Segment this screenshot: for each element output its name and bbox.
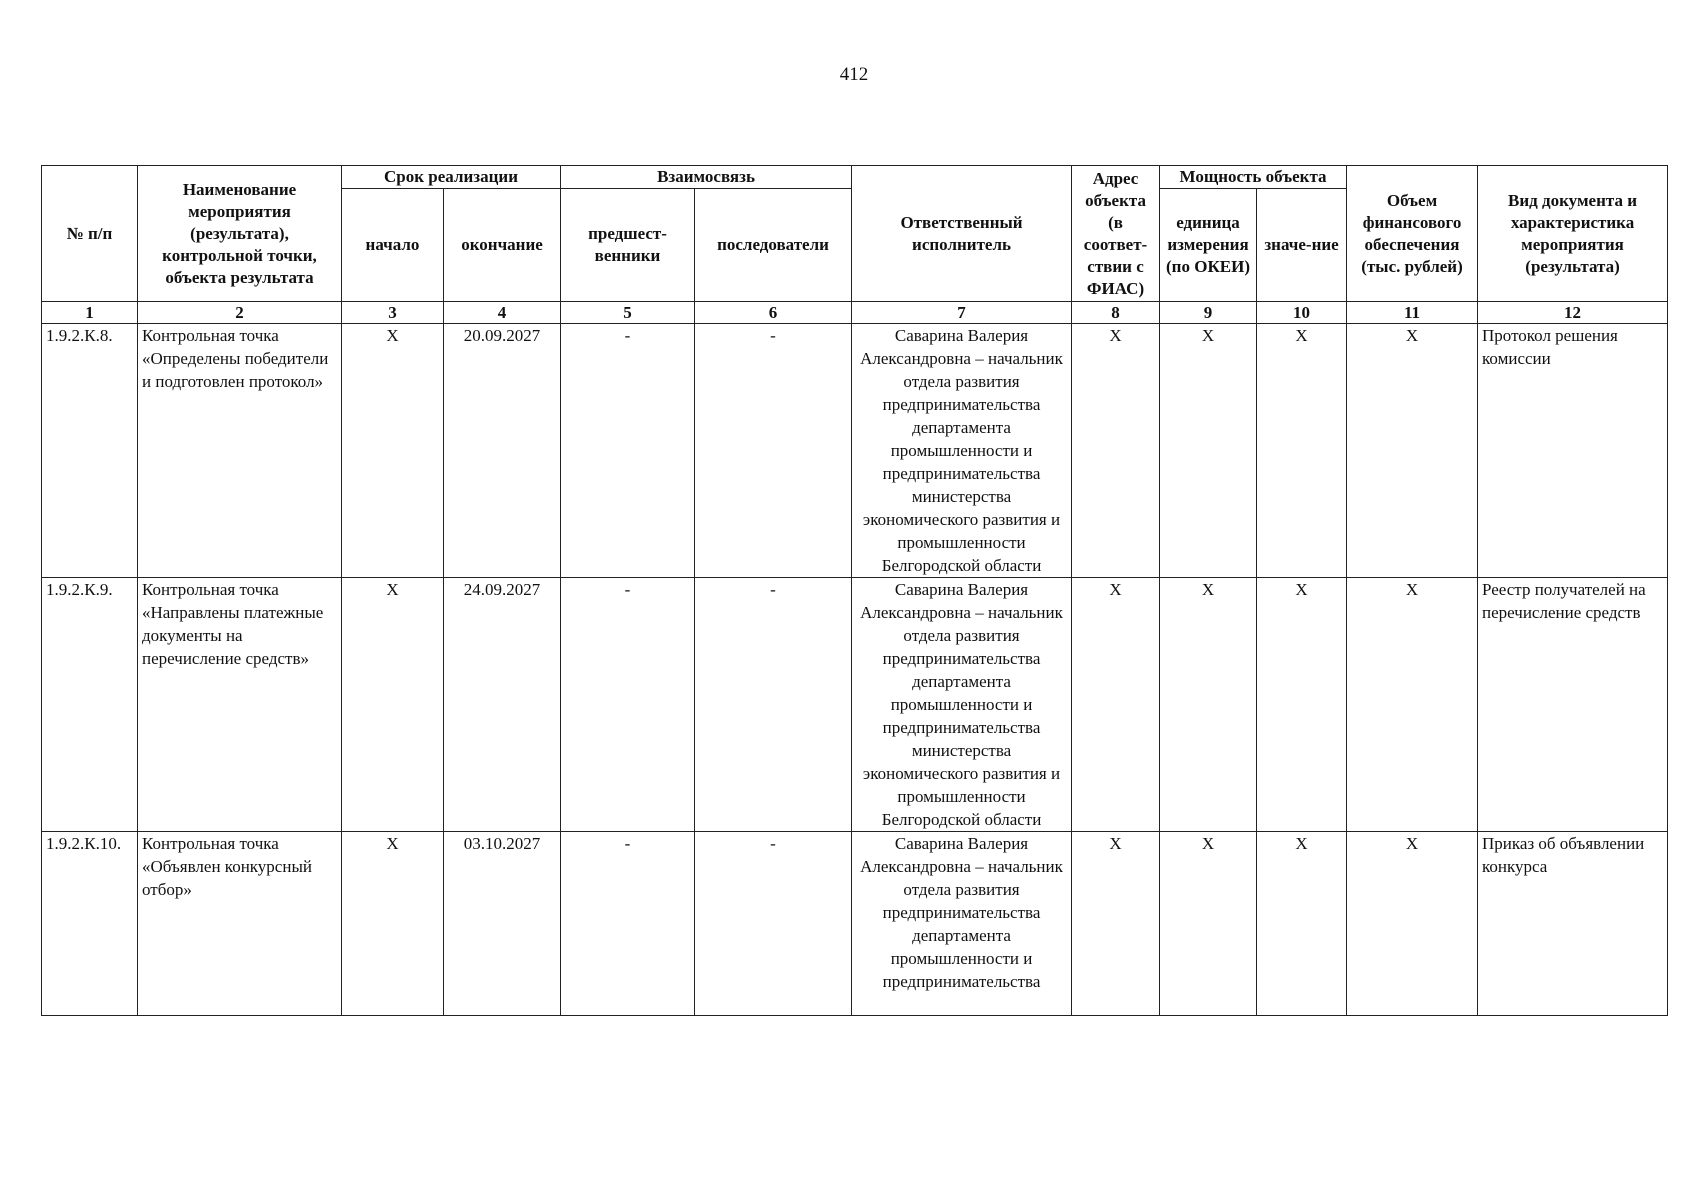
- column-number: 6: [695, 302, 852, 324]
- cell-document: Приказ об объявлении конкурса: [1478, 832, 1668, 1016]
- column-number: 3: [342, 302, 444, 324]
- header-end: окончание: [444, 189, 561, 302]
- cell-predecessors: -: [561, 324, 695, 578]
- table-row: [42, 832, 1668, 1016]
- column-number: 1: [42, 302, 138, 324]
- header-successors: последователи: [695, 189, 852, 302]
- cell-address: X: [1072, 832, 1160, 1016]
- cell-document: Реестр получателей на перечисление средств: [1478, 578, 1668, 832]
- cell-value: X: [1257, 832, 1347, 1016]
- cell-responsible: Саварина Валерия Александровна – начальник отдела развития предпринимательства департамента промышленности и предпринимательства министерства экономического развития и промышленности Белгородской области: [852, 324, 1072, 578]
- cell-no: 1.9.2.К.10.: [42, 832, 138, 1016]
- table-row: [42, 324, 1668, 578]
- cell-no: 1.9.2.К.9.: [42, 578, 138, 832]
- cell-start: X: [342, 324, 444, 578]
- header-address: Адрес объекта (в соответ-ствии с ФИАС): [1072, 166, 1160, 302]
- column-number: 2: [138, 302, 342, 324]
- column-number: 9: [1160, 302, 1257, 324]
- cell-finance: X: [1347, 324, 1478, 578]
- cell-document: Протокол решения комиссии: [1478, 324, 1668, 578]
- cell-start: X: [342, 832, 444, 1016]
- cell-predecessors: -: [561, 578, 695, 832]
- cell-responsible: Саварина Валерия Александровна – начальник отдела развития предпринимательства департамента промышленности и предпринимательства министерства экономического развития и промышленности Белгородской области: [852, 578, 1072, 832]
- column-number: 10: [1257, 302, 1347, 324]
- cell-predecessors: -: [561, 832, 695, 1016]
- cell-name: Контрольная точка «Объявлен конкурсный отбор»: [138, 832, 342, 1016]
- cell-name: Контрольная точка «Определены победители и подготовлен протокол»: [138, 324, 342, 578]
- table-row: [42, 578, 1668, 832]
- column-number: 4: [444, 302, 561, 324]
- column-number: 7: [852, 302, 1072, 324]
- cell-end: 20.09.2027: [444, 324, 561, 578]
- cell-name: Контрольная точка «Направлены платежные документы на перечисление средств»: [138, 578, 342, 832]
- header-no: № п/п: [42, 166, 138, 302]
- cell-address: X: [1072, 578, 1160, 832]
- cell-value: X: [1257, 578, 1347, 832]
- cell-successors: -: [695, 832, 852, 1016]
- cell-successors: -: [695, 324, 852, 578]
- cell-address: X: [1072, 324, 1160, 578]
- header-finance: Объем финансового обеспечения (тыс. рублей): [1347, 166, 1478, 302]
- cell-unit: X: [1160, 578, 1257, 832]
- cell-successors: -: [695, 578, 852, 832]
- header-document: Вид документа и характеристика мероприятия (результата): [1478, 166, 1668, 302]
- header-start: начало: [342, 189, 444, 302]
- cell-finance: X: [1347, 578, 1478, 832]
- cell-end: 03.10.2027: [444, 832, 561, 1016]
- page-number: 412: [839, 64, 869, 85]
- header-term-group: Срок реализации: [342, 166, 561, 189]
- cell-unit: X: [1160, 324, 1257, 578]
- header-unit: единица измерения (по ОКЕИ): [1160, 189, 1257, 302]
- column-number: 8: [1072, 302, 1160, 324]
- header-value: значе-ние: [1257, 189, 1347, 302]
- cell-value: X: [1257, 324, 1347, 578]
- header-responsible: Ответственный исполнитель: [852, 166, 1072, 302]
- column-number: 12: [1478, 302, 1668, 324]
- header-capacity-group: Мощность объекта: [1160, 166, 1347, 189]
- cell-no: 1.9.2.К.8.: [42, 324, 138, 578]
- header-name: Наименование мероприятия (результата), контрольной точки, объекта результата: [138, 166, 342, 302]
- column-number: 5: [561, 302, 695, 324]
- cell-unit: X: [1160, 832, 1257, 1016]
- header-predecessors: предшест-венники: [561, 189, 695, 302]
- header-link-group: Взаимосвязь: [561, 166, 852, 189]
- cell-responsible: Саварина Валерия Александровна – начальник отдела развития предпринимательства департамента промышленности и предпринимательства: [852, 832, 1072, 1016]
- column-number: 11: [1347, 302, 1478, 324]
- cell-finance: X: [1347, 832, 1478, 1016]
- plan-table: [41, 165, 1668, 1016]
- cell-start: X: [342, 578, 444, 832]
- cell-end: 24.09.2027: [444, 578, 561, 832]
